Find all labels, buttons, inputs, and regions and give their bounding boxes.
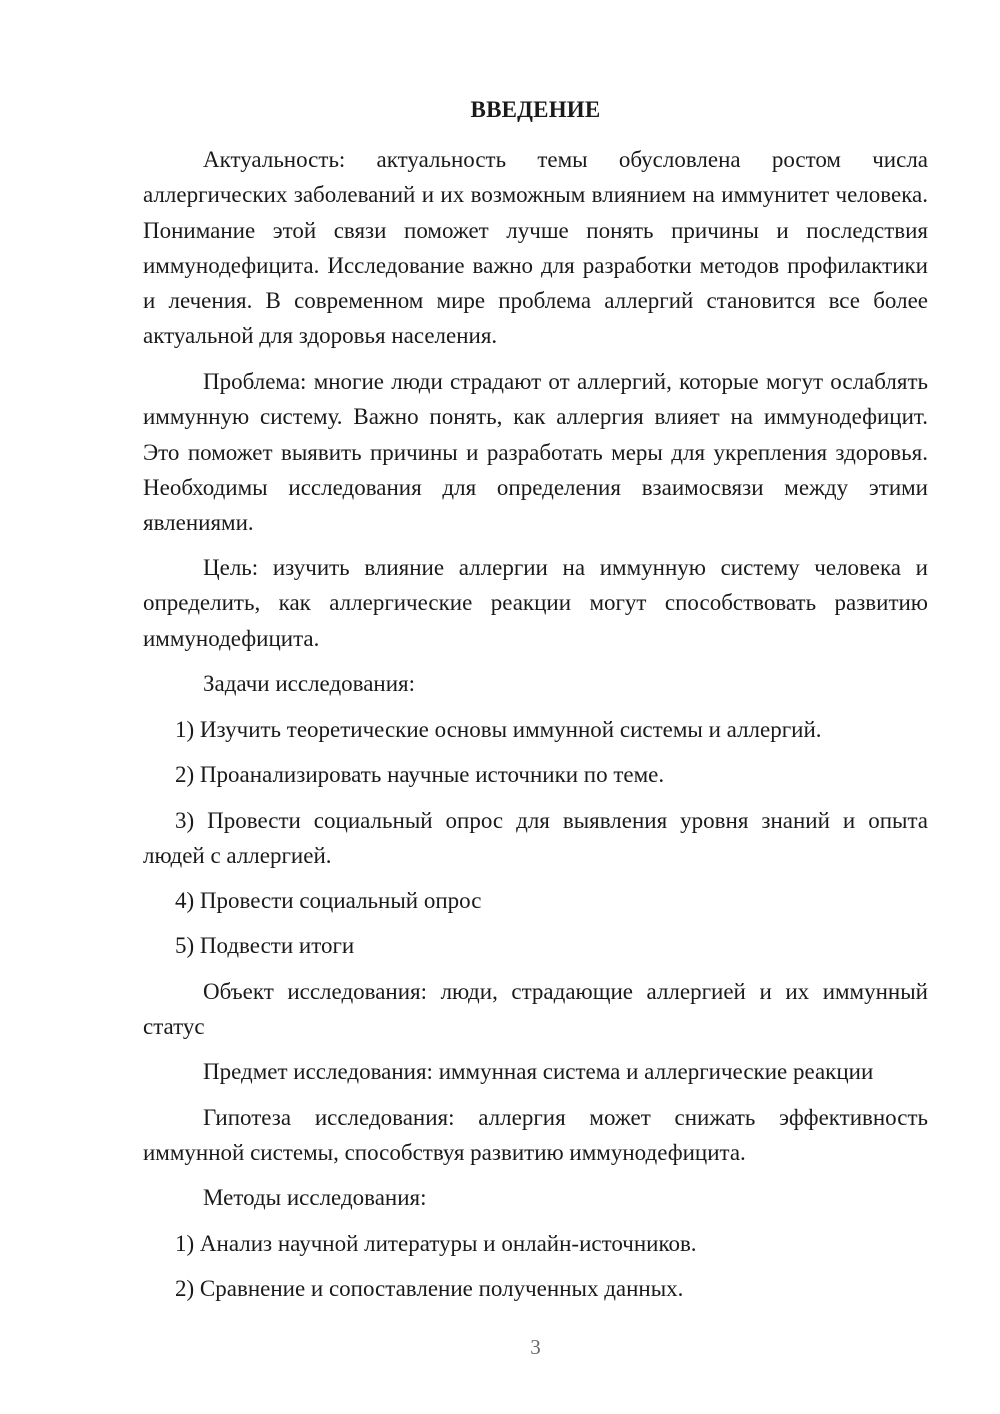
page-title: ВВЕДЕНИЕ <box>470 97 601 122</box>
task-item-4: 4) Провести социальный опрос <box>175 888 482 913</box>
paragraph-object: Объект исследования: люди, страдающие аллергией и их иммунный статус <box>143 979 928 1040</box>
task-item-1: 1) Изучить теоретические основы иммунной системы и аллергий. <box>175 717 822 742</box>
tasks-heading: Задачи исследования: <box>203 671 416 696</box>
paragraph-problem: Проблема: многие люди страдают от аллергий, которые могут ослаблять иммунную систему. Важно понять, как аллергия влияет на иммунодефицит. Это поможет выявить причины и разработать меры для укрепления здоровья. Необходимы исследования для определения взаимосвязи между этими явлениями. <box>143 369 928 536</box>
document-page <box>143 0 928 1414</box>
paragraph-subject: Предмет исследования: иммунная система и аллергические реакции <box>203 1059 874 1084</box>
paragraph-relevance: Актуальность: актуальность темы обусловлена ростом числа аллергических заболеваний и их возможным влиянием на иммунитет человека. Понимание этой связи поможет лучше понять причины и последствия иммунодефицита. Исследование важно для разработки методов профилактики и лечения. В современном мире проблема аллергий становится все более актуальной для здоровья населения. <box>143 147 928 349</box>
method-item-2: 2) Сравнение и сопоставление полученных данных. <box>175 1276 684 1301</box>
methods-heading: Методы исследования: <box>203 1185 427 1210</box>
task-item-3: 3) Провести социальный опрос для выявления уровня знаний и опыта людей с аллергией. <box>143 808 928 869</box>
task-item-2: 2) Проанализировать научные источники по теме. <box>175 762 665 787</box>
method-item-1: 1) Анализ научной литературы и онлайн-источников. <box>175 1231 697 1256</box>
task-item-5: 5) Подвести итоги <box>175 933 355 958</box>
page-number: 3 <box>530 1335 541 1359</box>
paragraph-hypothesis: Гипотеза исследования: аллергия может снижать эффективность иммунной системы, способствуя развитию иммунодефицита. <box>143 1105 928 1166</box>
paragraph-goal: Цель: изучить влияние аллергии на иммунную систему человека и определить, как аллергические реакции могут способствовать развитию иммунодефицита. <box>143 555 928 651</box>
